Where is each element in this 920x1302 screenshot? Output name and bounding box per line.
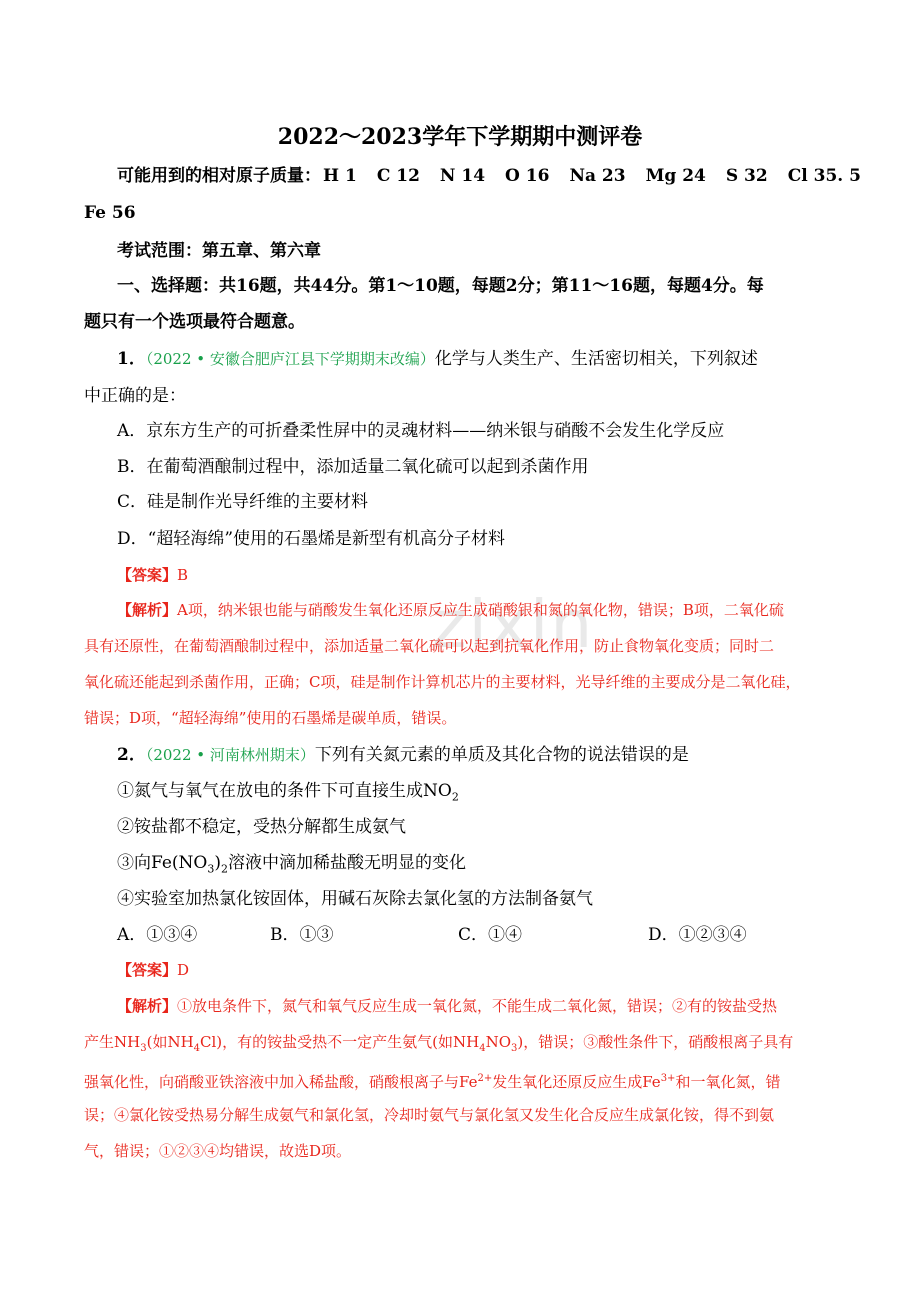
analysis-text: NO [485, 1033, 512, 1051]
subscript: 3 [140, 1043, 147, 1054]
answer-tag: 【答案】 [117, 961, 178, 979]
q1-analysis-line3: 氧化硫还能起到杀菌作用，正确；C项，硅是制作计算机芯片的主要材料，光导纤维的主要成分是二氧化硅， [84, 673, 801, 691]
analysis-text: (如NH [146, 1033, 194, 1051]
answer-tag: 【答案】 [117, 566, 178, 584]
mass-label: 可能用到的相对原子质量： [117, 166, 321, 186]
q2-analysis-line2 [84, 1030, 844, 1061]
atomic-mass-line [117, 164, 877, 188]
subscript: 4 [193, 1043, 201, 1054]
analysis-text: Cl)，有的铵盐受热不一定产生氨气(如NH [200, 1033, 480, 1051]
mass-cl: Cl 35. 5 [787, 166, 861, 186]
page-title: 2022～2023学年下学期期中测评卷 [277, 124, 643, 150]
question-source: （2022 • 安徽合肥庐江县下学期期末改编） [145, 350, 435, 368]
question-text: 下列有关氮元素的单质及其化合物的说法错误的是 [314, 745, 689, 765]
q2-statement-3 [117, 851, 877, 881]
analysis-text: 产生NH [84, 1033, 141, 1051]
analysis-tag: 【解析】 [117, 601, 178, 619]
q2-answer [117, 958, 877, 982]
q1-analysis-line1 [117, 598, 877, 622]
mass-c: C 12 [376, 166, 420, 186]
analysis-text: 和一氧化氮，错 [675, 1073, 781, 1091]
q1-option-d: D．“超轻海绵”使用的石墨烯是新型有机高分子材料 [117, 529, 506, 549]
q1-analysis-line4: 错误；D项，“超轻海绵”使用的石墨烯是碳单质，错误。 [84, 709, 457, 727]
q2-option-d: D．①②③④ [648, 925, 747, 945]
q2-analysis-line5: 气，错误；①②③④均错误，故选D项。 [84, 1142, 352, 1160]
statement-text: ①氮气与氧气在放电的条件下可直接生成NO [117, 781, 452, 801]
statement-text: ③向Fe(NO [117, 853, 208, 873]
subscript: 2 [451, 790, 459, 804]
q2-analysis-line1 [117, 994, 877, 1018]
subscript: 3 [511, 1043, 518, 1054]
mass-na: Na 23 [569, 166, 626, 186]
q1-option-c: C．硅是制作光导纤维的主要材料 [117, 492, 369, 512]
section-heading-line2: 题只有一个选项最符合题意。 [84, 312, 305, 332]
q1-analysis-line2: 具有还原性，在葡萄酒酿制过程中，添加适量二氧化硫可以起到抗氧化作用，防止食物氧化变质；同时二 [84, 637, 775, 655]
q2-options [117, 923, 877, 947]
analysis-tag: 【解析】 [117, 997, 178, 1015]
question-2-stem [117, 743, 877, 767]
question-source: （2022 • 河南林州期末） [145, 746, 315, 764]
answer-value: D [177, 961, 190, 979]
superscript: 3+ [660, 1073, 676, 1084]
q2-statement-1 [117, 779, 877, 809]
q1-option-a: A．京东方生产的可折叠柔性屏中的灵魂材料——纳米银与硝酸不会发生化学反应 [117, 421, 725, 441]
question-number: 2． [117, 745, 146, 765]
analysis-text: )，错误；③酸性条件下，硝酸根离子具有 [517, 1033, 794, 1051]
analysis-text: 强氧化性，向硝酸亚铁溶液中加入稀盐酸，硝酸根离子与Fe [84, 1073, 478, 1091]
q2-option-a: A．①③④ [117, 925, 198, 945]
mass-n: N 14 [439, 166, 486, 186]
mass-mg: Mg 24 [645, 166, 706, 186]
q2-statement-2: ②铵盐都不稳定，受热分解都生成氨气 [117, 817, 406, 837]
subscript: 2 [221, 862, 229, 876]
mass-o: O 16 [505, 166, 550, 186]
answer-value: B [177, 566, 189, 584]
question-text: 化学与人类生产、生活密切相关，下列叙述 [434, 349, 758, 369]
analysis-text: A项，纳米银也能与硝酸发生氧化还原反应生成硝酸银和氮的氧化物，错误；B项，二氧化硫 [177, 601, 784, 619]
q2-option-b: B．①③ [270, 925, 334, 945]
subscript: 3 [207, 862, 215, 876]
section-heading-line1: 一、选择题：共16题，共44分。第1～10题，每题2分；第11～16题，每题4分。每 [117, 276, 764, 296]
statement-text: 溶液中滴加稀盐酸无明显的变化 [228, 853, 467, 873]
analysis-text: ①放电条件下，氮气和氧气反应生成一氧化氮，不能生成二氧化氮，错误；②有的铵盐受热 [177, 997, 778, 1015]
mass-fe: Fe 56 [84, 203, 136, 223]
question-1-stem-cont: 中正确的是： [84, 386, 186, 406]
mass-h: H 1 [323, 166, 357, 186]
question-1-stem [117, 347, 877, 371]
q2-statement-4: ④实验室加热氯化铵固体，用碱石灰除去氯化氢的方法制备氨气 [117, 889, 593, 909]
q2-analysis-line4: 误；④氯化铵受热易分解生成氨气和氯化氢，冷却时氨气与氯化氢又发生化合反应生成氯化铵，得不到氨 [84, 1106, 775, 1124]
q1-answer [117, 563, 877, 587]
question-number: 1． [117, 349, 146, 369]
watermark: zixin [432, 586, 595, 663]
superscript: 2+ [477, 1073, 493, 1084]
exam-scope: 考试范围：第五章、第六章 [117, 241, 321, 261]
q2-option-c: C．①④ [458, 925, 523, 945]
statement-text: ) [214, 853, 222, 873]
analysis-text: 发生氧化还原反应生成Fe [492, 1073, 661, 1091]
subscript: 4 [479, 1043, 486, 1054]
q2-analysis-line3 [84, 1067, 844, 1094]
mass-s: S 32 [725, 166, 768, 186]
q1-option-b: B．在葡萄酒酿制过程中，添加适量二氧化硫可以起到杀菌作用 [117, 457, 589, 477]
